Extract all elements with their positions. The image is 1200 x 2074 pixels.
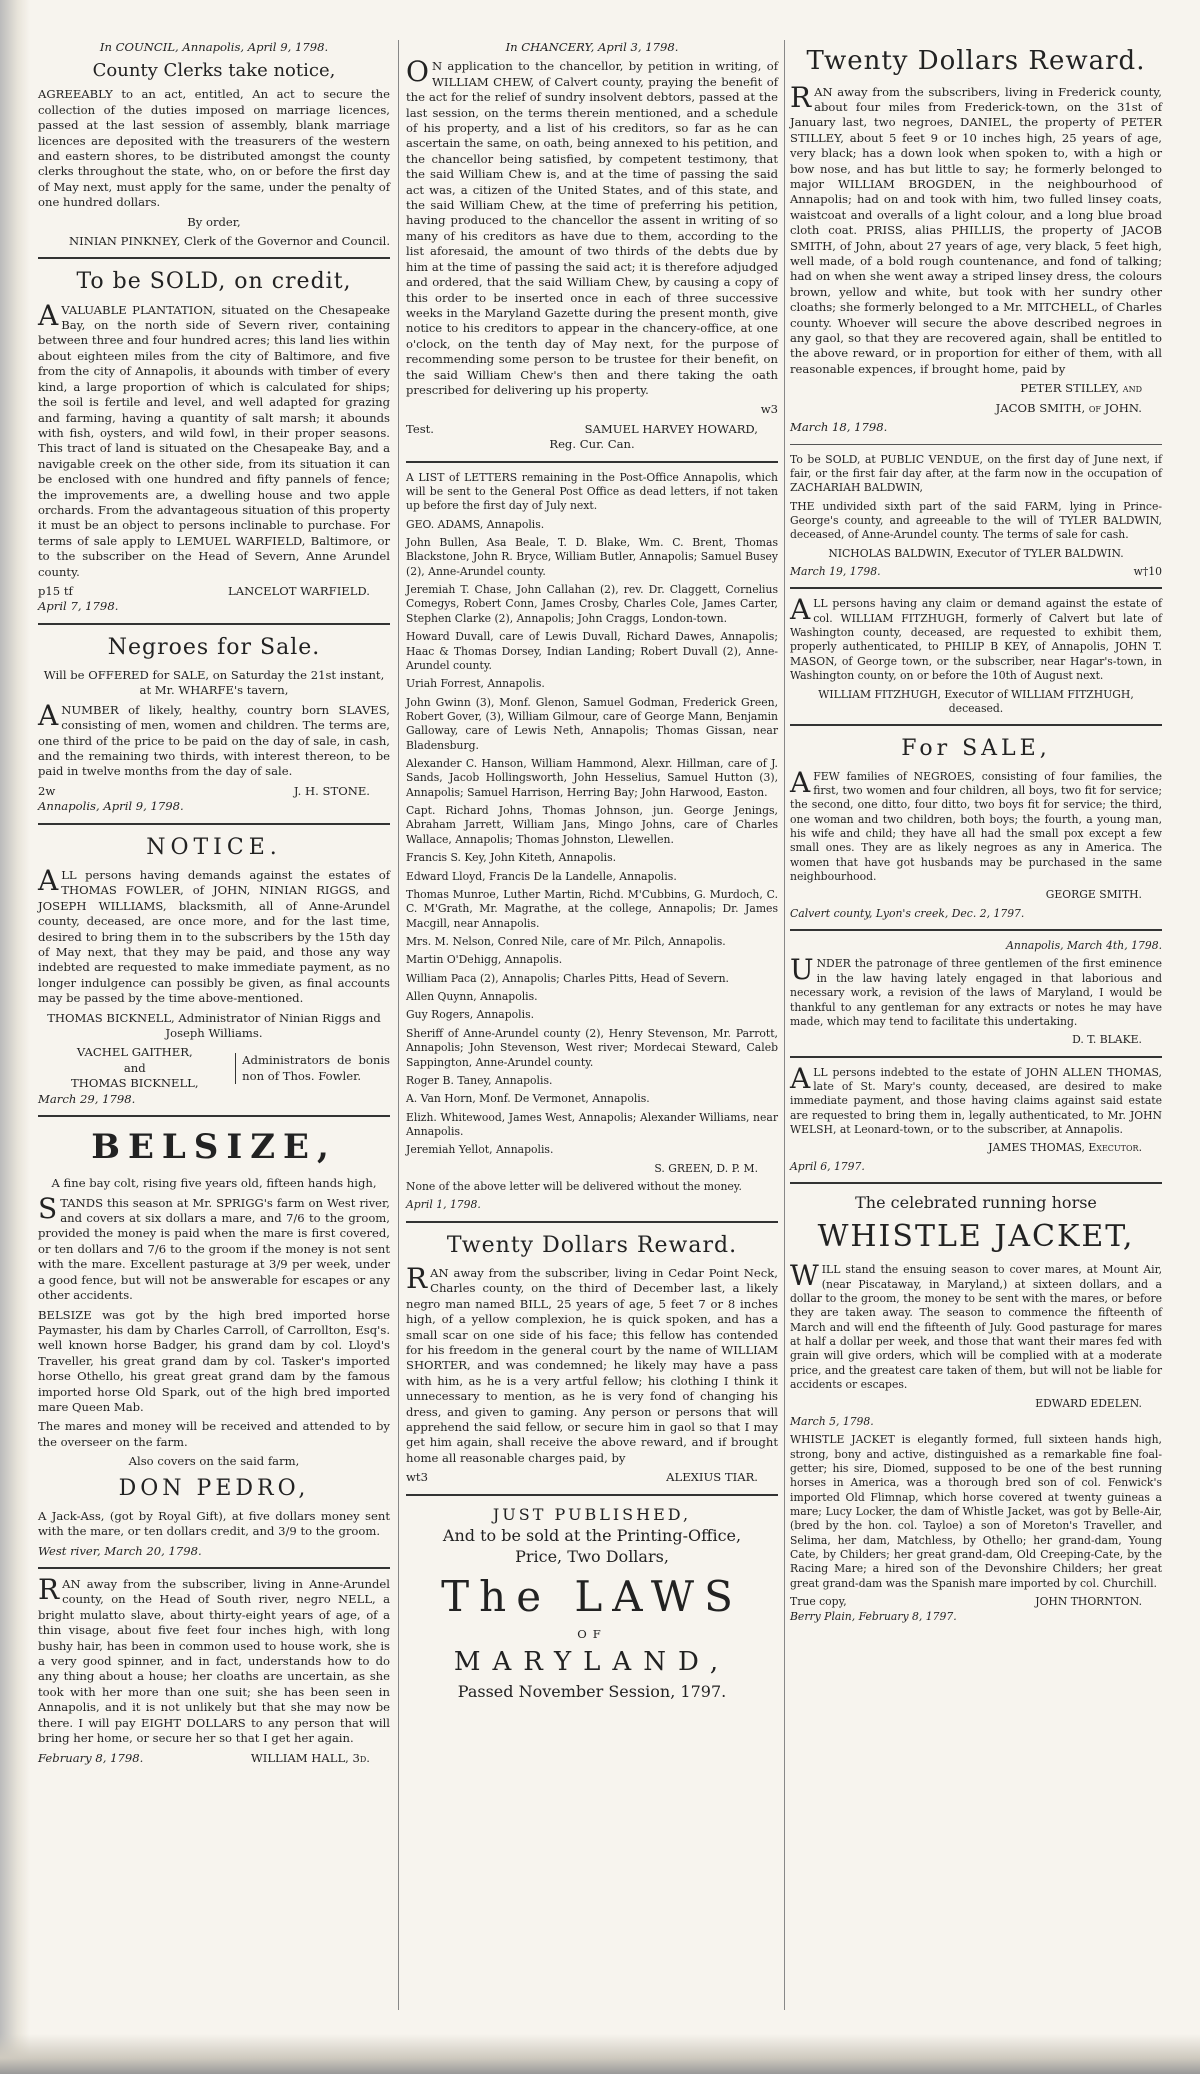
vendue-signer: NICHOLAS BALDWIN, Executor of TYLER BALDWIN. [828, 546, 1124, 560]
list-item: Capt. Richard Johns, Thomas Johnson, jun. George Jenings, Abraham Jarrett, William Jans, Mingo Johns, care of Charles Wallace, Annapolis; Thomas Johnston, Llewellen. [406, 804, 778, 846]
letters-list [406, 471, 778, 1213]
blake-signer: D. T. BLAKE. [1072, 1033, 1142, 1047]
list-item: Howard Duvall, care of Lewis Duvall, Richard Dawes, Annapolis; Haac & Thomas Dorsey, Indian Landing; Robert Duvall (2), Anne-Arundel county. [406, 630, 778, 672]
laws-line3: Price, Two Dollars, [515, 1547, 669, 1567]
divider [38, 623, 390, 625]
negroes-mark: 2w [38, 783, 56, 798]
laws-line1: JUST PUBLISHED, [492, 1504, 692, 1524]
council-title: County Clerks take notice, [92, 60, 336, 82]
belsize-sub: A fine bay colt, rising five years old, fifteen hands high, [51, 1176, 377, 1191]
whistle-body: WILL stand the ensuing season to cover mares, at Mount Air, (near Piscataway, in Maryland,) at sixteen dollars, and a dollar to the groom, the money to be sent with the mares, or before they are taken away. The season to commence the fifteenth of March and will end the fifteenth of July. Good pasturage for mares at half a dollar per week, and those that want their mares fed with grain will give orders, which will be complied with at a moderate price, and the greatest care taken of them, but will not be liable for accidents or escapes. [790, 1259, 1162, 1392]
thomas-signer: JAMES THOMAS, Executor. [988, 1141, 1142, 1155]
list-item: Allen Quynn, Annapolis. [406, 990, 538, 1004]
whistle-copysigner: JOHN THORNTON. [1035, 1595, 1142, 1609]
list-item: Alexander C. Hanson, William Hammond, Alexr. Hillman, care of J. Sands, Jacob Hollingsworth, John Hesselius, Samuel Hutton (3), Annapolis; Samuel Harrison, Herring Bay; John Harwood, Easton. [406, 757, 778, 799]
reward-ad-bill [406, 1231, 778, 1486]
list-item: William Paca (2), Annapolis; Charles Pitts, Head of Severn. [406, 971, 729, 985]
letters-footer: None of the above letter will be delivered without the money. [406, 1180, 742, 1194]
whistle-jacket-ad [790, 1192, 1162, 1624]
divider [406, 461, 778, 463]
forsale-body: AFEW families of NEGROES, consisting of four families, the first, two women and four children, all boys, two fit for service; the second, one ditto, four ditto, two boys fit for service; the third, one woman and two children, both boys; the fourth, a young man, his wife and child; they have all had the small pox except a few small ones. They are as likely negroes as any in America. The women that have got husbands may be purchased in the same neighbourhood. [790, 765, 1162, 884]
list-item: John Bullen, Asa Beale, T. D. Blake, Wm. C. Brent, Thomas Blackstone, John R. Bryce, William Butler, Annapolis; Samuel Busey (2), Anne-Arundel county. [406, 536, 778, 578]
divider [790, 587, 1162, 589]
divider [406, 1494, 778, 1496]
council-notice [38, 40, 390, 249]
column-1 [38, 40, 390, 1774]
divider [38, 257, 390, 259]
list-item: A. Van Horn, Monf. De Vermonet, Annapolis. [406, 1092, 650, 1106]
divider [38, 823, 390, 825]
page-bottom-edge [0, 2034, 1200, 2074]
fitzhugh-ad [790, 593, 1162, 716]
vendue-mark: w†10 [1133, 565, 1162, 579]
forsale-signer: GEORGE SMITH. [1045, 888, 1142, 902]
whistle-body2: WHISTLE JACKET is elegantly formed, full sixteen hands high, strong, bony and active, distinguished as a remarkable fine foal-getter; his sire, Diomed, supposed to be one of the best running horses in America, was a thorough bred son of col. Fenwick's imported Old Flimnap, which horse covered at twenty guineas a mare; Lucy Locker, the dam of Whistle Jacket, was got by Belle-Air, (bred by the hon. col. Tayloe) a son of Moreton's Traveller, and Selima, her dam, Matchless, by Othello; her grand-dam, Young Cate, by Childers; her great grand-dam, Old Creeping-Cate, by the Racing Mare; a hired son of the Devonshire Childers; her great great grand-dam was the Spanish mare imported by col. Churchill. [790, 1433, 1162, 1590]
letters-date: April 1, 1798. [406, 1198, 481, 1212]
letters-title: A LIST of LETTERS remaining in the Post-Office Annapolis, which will be sent to the General Post Office as dead letters, if not taken up before the first day of July next. [406, 470, 778, 513]
list-item: Francis S. Key, John Kiteth, Annapolis. [406, 851, 617, 865]
divider [790, 444, 1162, 445]
divider [790, 724, 1162, 726]
belsize-body3: The mares and money will be received and attended to by the overseer on the farm. [38, 1419, 390, 1449]
vendue-date: March 19, 1798. [790, 565, 881, 579]
list-item: GEO. ADAMS, Annapolis. [406, 517, 545, 531]
list-item: Roger B. Taney, Annapolis. [406, 1073, 553, 1087]
chancery-body: ON application to the chancellor, by petition in writing, of WILLIAM CHEW, of Calvert county, praying the benefit of the act for the relief of sundry insolvent debtors, passed at the last session, on the terms therein mentioned, and a schedule of his property, and a list of his creditors, so far as he can ascertain the same, on oath, being annexed to his petition, and the chancellor being satisfied, by competent testimony, that the said William Chew is, and at the time of passing the said act was, a citizen of the United States, and of this state, and the said William Chew, at the time of preferring his petition, having produced to the chancellor the assent in writing of so many of his creditors as have due to them, according to the list aforesaid, the amount of two thirds of the debts due by him at the time of passing the said act; it is therefore adjudged and ordered, that the said William Chew, by causing a copy of this order to be inserted once in each of three successive weeks in the Maryland Gazette during the present month, give notice to his creditors to appear in the chancery-office, at one o'clock, on the tenth day of May next, for the purpose of recommending some person to be trustee for their benefit, on the said William Chew's then and there taking the oath prescribed for delivering up his property. [406, 55, 778, 397]
list-item: Edward Lloyd, Francis De la Landelle, Annapolis. [406, 869, 677, 883]
blake-body: UNDER the patronage of three gentlemen of the first eminence in the law having lately engaged in that laborious and necessary work, a revision of the laws of Maryland, I would be thankful to any gentleman for any extracts or notes he may have made, which may tend to facilitate this undertaking. [790, 953, 1162, 1028]
whistle-date: March 5, 1798. [790, 1414, 874, 1428]
column-2 [406, 40, 778, 1711]
reward3-signer2: JACOB SMITH, of JOHN. [995, 400, 1142, 415]
fitzhugh-body: ALL persons having any claim or demand against the estate of col. WILLIAM FITZHUGH, formerly of Calvert but late of Washington county, deceased, are requested to exhibit them, properly authenticated, to PHILIP B KEY, of Annapolis, JOHN T. MASON, of George town, or the subscriber, near Hagar's-town, in Washington county, on or before the 10th of August next. [790, 593, 1162, 683]
chancery-title2: Reg. Cur. Can. [549, 437, 635, 452]
reward3-title: Twenty Dollars Reward. [806, 46, 1146, 76]
list-item: John Gwinn (3), Monf. Glenon, Samuel Godman, Frederick Green, Robert Gover, (3), William Gilmour, care of George Mann, Benjamin Galloway, care of Lewis Neth, Annapolis; Thomas Gissan, near Bladensburg. [406, 695, 778, 752]
nell-date: February 8, 1798. [38, 1750, 144, 1765]
column-rule-1 [398, 40, 399, 2010]
whistle-copy: True copy, [790, 1595, 847, 1609]
list-item: Sheriff of Anne-Arundel county (2), Henry Stevenson, Mr. Parrott, Annapolis; John Stevenson, West river; Mordecai Steward, Caleb Sappington, Anne-Arundel county. [406, 1026, 778, 1069]
chancery-ad [406, 40, 778, 453]
reward-title: Twenty Dollars Reward. [446, 1232, 738, 1258]
notice-sig2note: Administrators de bonis non of Thos. Fowler. [235, 1053, 390, 1084]
plantation-ad [38, 267, 390, 614]
reward3-signer1: PETER STILLEY, and [1020, 381, 1142, 396]
column-3 [790, 40, 1162, 1632]
list-item: Jeremiah T. Chase, John Callahan (2), rev. Dr. Claggett, Cornelius Comegys, Robert Conn, James Crosby, Charles Cole, James Carter, Stephen Clarke (2), Annapolis; John Craggs, London-town. [406, 583, 778, 625]
plantation-title: To be SOLD, on credit, [76, 269, 352, 295]
whistle-title: WHISTLE JACKET, [817, 1219, 1135, 1255]
reward-signer: ALEXIUS TIAR. [666, 1470, 758, 1485]
list-item: Jeremiah Yellot, Annapolis. [406, 1143, 554, 1157]
plantation-date: April 7, 1798. [38, 599, 119, 614]
divider [406, 1221, 778, 1223]
laws-line5: OF [577, 1627, 607, 1642]
belsize-body1: STANDS this season at Mr. SPRIGG's farm on West river, and covers at six dollars a mare, and 7/6 to the groom, provided the money is paid when the mare is first covered, or ten dollars and 7/6 to the groom if the money is not sent with the mare. Excellent pasturage at 3/9 per week, under a good fence, but will not be answerable for escapes or any other accidents. [38, 1191, 390, 1303]
nell-signer: WILLIAM HALL, 3d. [250, 1750, 370, 1765]
notice-sig2b: and [123, 1060, 146, 1075]
reward3-date: March 18, 1798. [790, 420, 888, 435]
forsale-ad [790, 734, 1162, 921]
vendue-body2: THE undivided sixth part of the said FARM, lying in Prince-George's county, and agreeable to the will of TYLER BALDWIN, deceased, of Anne-Arundel county. The terms of sale for cash. [790, 499, 1162, 542]
notice-sig2a: VACHEL GAITHER, [76, 1045, 193, 1060]
forsale-title: For SALE, [901, 736, 1051, 762]
notice-date: March 29, 1798. [38, 1091, 136, 1106]
belsize-title: BELSIZE, [91, 1127, 337, 1168]
list-item: Guy Rogers, Annapolis. [406, 1008, 535, 1022]
list-item: Elizh. Whitewood, James West, Annapolis; Alexander Williams, near Annapolis. [406, 1110, 778, 1138]
letters-entries [406, 518, 778, 1158]
negroes-signer: J. H. STONE. [293, 783, 370, 798]
notice-ad [38, 833, 390, 1107]
council-body: AGREEABLY to an act, entitled, An act to secure the collection of the duties imposed on marriage licences, passed at the last session of assembly, blank marriage licences are deposited with the treasurers of the western and eastern shores, to be distributed amongst the county clerks throughout the state, who, on or before the first day of May next, must apply for the same, under the penalty of one hundred dollars. [38, 87, 390, 210]
reward-body: RAN away from the subscriber, living in Cedar Point Neck, Charles county, on the third of December last, a likely negro man named BILL, 25 years of age, 5 feet 7 or 8 inches high, of a yellow complexion, he is quick spoken, and has a small scar on one side of his face; this fellow has contended for his freedom in the general court by the name of WILLIAM SHORTER, and was condemned; he likely may have a pass with him, as he is a very artful fellow; his clothing I think it unnecessary to mention, as he is very fond of changing his dress, and given to gaming. Any person or persons that will apprehend the said fellow, or secure him in gaol so that I may get him again, shall receive the above reward, and if brought home all reasonable charges paid, by [406, 1261, 778, 1465]
negroes-body: ANUMBER of likely, healthy, country born SLAVES, consisting of men, women and children. The terms are, one third of the price to be paid on the day of sale, in cash, and the remaining two thirds, with interest thereon, to be paid in twelve months from the day of sale. [38, 698, 390, 779]
negroes-intro: Will be OFFERED for SALE, on Saturday the 21st instant, at Mr. WHARFE's tavern, [43, 668, 385, 698]
council-signer: NINIAN PINKNEY, Clerk of the Governor and Council. [68, 234, 390, 248]
whistle-pre: The celebrated running horse [855, 1193, 1097, 1213]
forsale-date: Calvert county, Lyon's creek, Dec. 2, 1797. [790, 906, 1025, 920]
laws-ad [406, 1504, 778, 1703]
list-item: Uriah Forrest, Annapolis. [406, 677, 545, 691]
chancery-signer: SAMUEL HARVEY HOWARD, [584, 421, 758, 436]
belsize-also: Also covers on the said farm, [128, 1454, 300, 1469]
nell-ad [38, 1573, 390, 1766]
notice-sig1: THOMAS BICKNELL, Administrator of Ninian Riggs and Joseph Williams. [47, 1010, 381, 1040]
chancery-dateline: In CHANCERY, April 3, 1798. [505, 40, 679, 54]
negroes-sale-ad [38, 633, 390, 815]
laws-line2: And to be sold at the Printing-Office, [442, 1525, 742, 1545]
negroes-date: Annapolis, April 9, 1798. [38, 799, 184, 814]
plantation-signer: LANCELOT WARFIELD. [228, 583, 370, 598]
blake-dateline: Annapolis, March 4th, 1798. [1006, 939, 1162, 953]
notice-body: ALL persons having demands against the estates of THOMAS FOWLER, of JOHN, NINIAN RIGGS, and JOSEPH WILLIAMS, blacksmith, all of Anne-Arundel county, deceased, are once more, and for the last time, desired to bring them in to the subscribers by the 15th day of May next, that they may be paid, and those any way indebted are requested to make immediate payment, as no longer indulgence can possibly be given, as final accounts may be passed by the time above-mentioned. [38, 863, 390, 1006]
blake-ad [790, 939, 1162, 1048]
belsize-body2: BELSIZE was got by the high bred imported horse Paymaster, his dam by Charles Carroll, of Carrollton, Esq's. well known horse Badger, his grand dam by col. Lloyd's Traveller, his great grand dam by col. Tasker's imported horse Othello, his great great grand dam by the famous imported horse Old Spark, out of the high bred imported mare Queen Mab. [38, 1307, 390, 1414]
thomas-ad [790, 1061, 1162, 1175]
council-dateline: In COUNCIL, Annapolis, April 9, 1798. [99, 40, 329, 54]
laws-line4: The LAWS [441, 1572, 743, 1622]
page-binding-edge [0, 0, 30, 2074]
belsize-date: West river, March 20, 1798. [38, 1543, 202, 1558]
plantation-mark: p15 tf [38, 583, 73, 598]
laws-line7: Passed November Session, 1797. [457, 1682, 727, 1702]
list-item: Martin O'Dehigg, Annapolis. [406, 953, 563, 967]
divider [38, 1567, 390, 1569]
council-by-order: By order, [187, 214, 241, 229]
whistle-signer: EDWARD EDELEN. [1035, 1396, 1142, 1410]
divider [38, 1115, 390, 1117]
chancery-test: Test. [406, 421, 434, 436]
letters-signer: S. GREEN, D. P. M. [654, 1161, 758, 1175]
thomas-body: ALL persons indebted to the estate of JOHN ALLEN THOMAS, late of St. Mary's county, deceased, are desired to make immediate payment, and those having claims against said estate are requested to bring them in, legally authenticated, to Mr. JOHN WELSH, at Leonard-town, or to the subscriber, at Annapolis. [790, 1061, 1162, 1137]
plantation-body: AVALUABLE PLANTATION, situated on the Chesapeake Bay, on the north side of Severn river, containing between three and four hundred acres; this land lies within about eighteen miles from the city of Baltimore, and five from the city of Annapolis, it abounds with timber of every kind, a large proportion of which is calculated for ships; the soil is fertile and level, and well adapted for grazing and farming, having a quantity of salt marsh; it abounds with fish, oysters, and wild fowl, in their proper seasons. This tract of land is situated on the Chesapeake Bay, and a navigable creek on the other side, from its situation it can be enclosed with one hundred and fifty pannels of fence; the improvements are, a dwelling house and two apple orchards. From the advantageous situation of this property it must be an object to persons inclinable to purchase. For terms of sale apply to LEMUEL WARFIELD, Baltimore, or to the subscriber on the Head of Severn, Anne Arundel county. [38, 298, 390, 579]
reward3-body: RAN away from the subscribers, living in Frederick county, about four miles from Frederick-town, on the 31st of January last, two negroes, DANIEL, the property of PETER STILLEY, about 5 feet 9 or 10 inches high, 25 years of age, very black; has a down look when spoken to, with a high or bow nose, and has but little to say; he formerly belonged to major WILLIAM BROGDEN, in the neighbourhood of Annapolis; had on and took with him, two fulled linsey coats, waistcoat and overalls of a light colour, and a long blue broad cloth coat. PRISS, alias PHILLIS, the property of JACOB SMITH, of John, about 27 years of age, very black, 5 feet high, well made, of a bold rough countenance, and fond of talking; had on when she went away a striped linsey dress, the colours brown, yellow and white, but took with her sundry other cloaths; she formerly belonged to a Mr. MITCHELL, of Charles county. Whoever will secure the above described negroes in any gaol, so that they are recovered again, shall be entitled to the above reward, or in proportion for either of them, with all reasonable expences, if brought home, paid by [790, 80, 1162, 376]
negroes-title: Negroes for Sale. [107, 634, 321, 660]
vendue-body: To be SOLD, at PUBLIC VENDUE, on the first day of June next, if fair, or the first fair day after, at the farm now in the occupation of ZACHARIAH BALDWIN, [790, 452, 1162, 495]
pedro-title: DON PEDRO, [118, 1475, 310, 1501]
laws-line6: MARYLAND, [453, 1646, 731, 1677]
vendue-ad [790, 453, 1162, 580]
divider [790, 1182, 1162, 1184]
nell-body: RAN away from the subscriber, living in Anne-Arundel county, on the Head of South river, negro NELL, a bright mulatto slave, about thirty-eight years of age, of a thin visage, about five feet four inches high, with long bushy hair, has been in common used to house work, she is a very good spinner, and in fact, understands how to do any thing about a house; her cloaths are uncertain, as she took with her more than one suit; she has been seen in Annapolis, and it is not unlikely but that she may now be there. I will pay EIGHT DOLLARS to any person that will bring her home, or secure her so that I get her again. [38, 1573, 390, 1746]
divider [790, 929, 1162, 931]
notice-sig2c: THOMAS BICKNELL, [71, 1076, 199, 1091]
list-item: Thomas Munroe, Luther Martin, Richd. M'Cubbins, G. Murdoch, C. C. M'Grath, Mr. Magrathe, at the college, Annapolis; Dr. James Macgill, near Annapolis. [406, 887, 778, 930]
thomas-date: April 6, 1797. [790, 1159, 865, 1173]
column-rule-2 [784, 40, 785, 2010]
fitzhugh-signer: WILLIAM FITZHUGH, Executor of WILLIAM FITZHUGH, deceased. [818, 687, 1134, 715]
pedro-body: A Jack-Ass, (got by Royal Gift), at five dollars money sent with the mare, or ten dollars credit, and 3/9 to the groom. [38, 1508, 390, 1539]
reward-mark: wt3 [406, 1470, 428, 1485]
divider [790, 1056, 1162, 1058]
notice-title: NOTICE. [146, 834, 282, 860]
chancery-mark: w3 [760, 402, 778, 417]
reward-ad-daniel [790, 44, 1162, 436]
whistle-copydate: Berry Plain, February 8, 1797. [790, 1609, 957, 1623]
list-item: Mrs. M. Nelson, Conred Nile, care of Mr. Pilch, Annapolis. [406, 934, 726, 948]
belsize-ad [38, 1125, 390, 1559]
